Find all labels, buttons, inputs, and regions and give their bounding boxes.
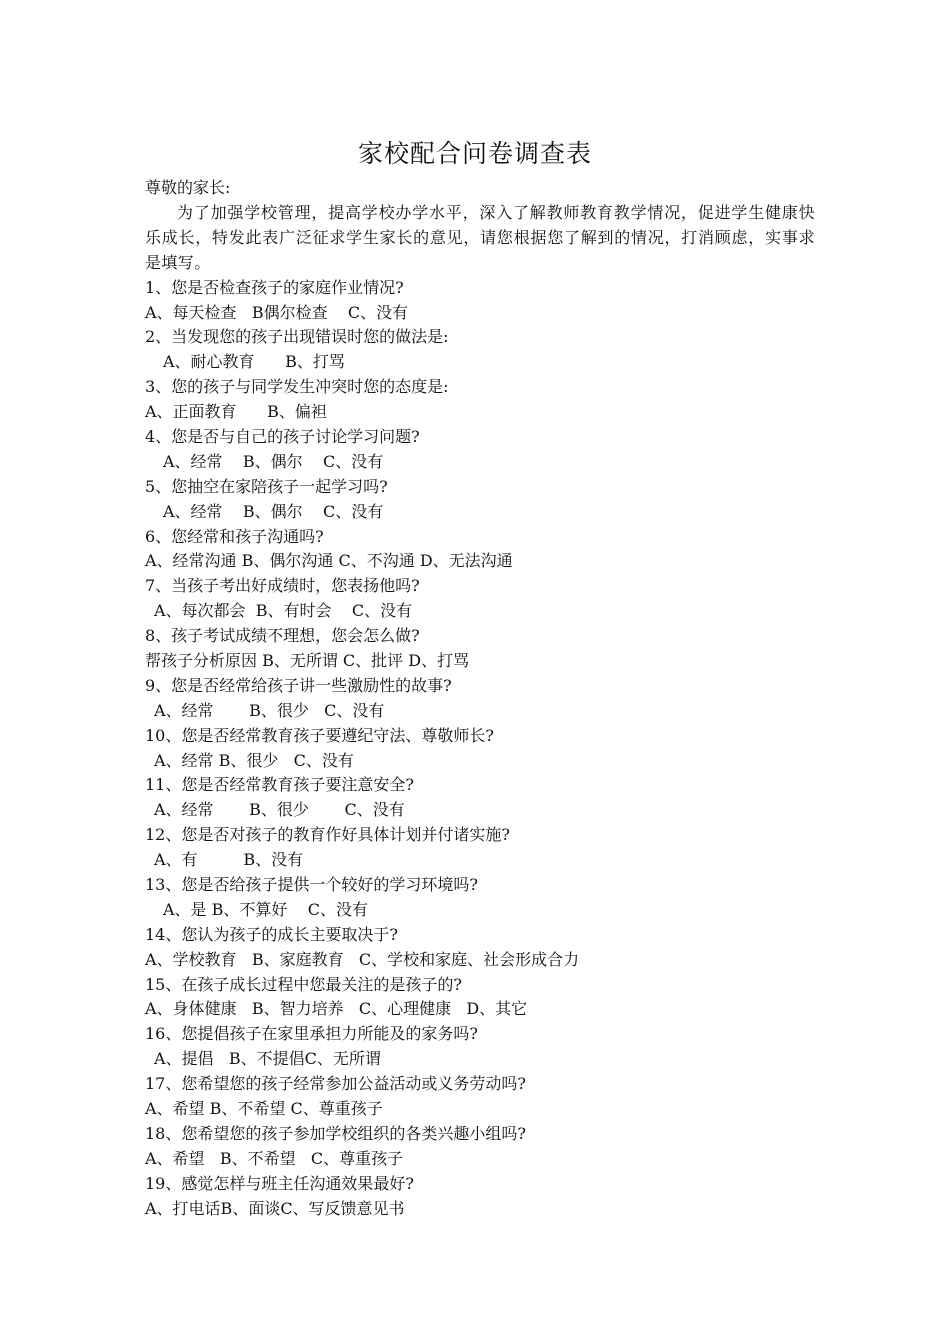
question-7: 7、当孩子考出好成绩时，您表扬他吗?: [145, 576, 420, 596]
question-3: 3、您的孩子与同学发生冲突时您的态度是:: [145, 377, 449, 397]
question-4: 4、您是否与自己的孩子讨论学习问题?: [145, 426, 420, 446]
options-5: A、经常 B、偶尔 C、没有: [163, 501, 384, 521]
question-12: 12、您是否对孩子的教育作好具体计划并付诸实施?: [145, 825, 510, 845]
options-10: A、经常 B、很少 C、没有: [154, 750, 354, 770]
question-15: 15、在孩子成长过程中您最关注的是孩子的?: [145, 974, 462, 994]
options-7: A、每次都会 B、有时会 C、没有: [154, 601, 413, 621]
question-11: 11、您是否经常教育孩子要注意安全?: [145, 775, 414, 795]
options-9: A、经常 B、很少 C、没有: [154, 700, 385, 720]
options-4: A、经常 B、偶尔 C、没有: [163, 451, 384, 471]
question-17: 17、您希望您的孩子经常参加公益活动或义务劳动吗?: [145, 1074, 526, 1094]
question-5: 5、您抽空在家陪孩子一起学习吗?: [145, 476, 388, 496]
options-3: A、正面教育 B、偏袒: [145, 402, 327, 422]
options-17: A、希望 B、不希望 C、尊重孩子: [145, 1099, 383, 1118]
question-2: 2、当发现您的孩子出现错误时您的做法是:: [145, 327, 449, 347]
question-19: 19、感觉怎样与班主任沟通效果最好?: [145, 1173, 414, 1193]
question-13: 13、您是否给孩子提供一个较好的学习环境吗?: [145, 874, 478, 894]
options-15: A、身体健康 B、智力培养 C、心理健康 D、其它: [145, 999, 528, 1019]
question-18: 18、您希望您的孩子参加学校组织的各类兴趣小组吗?: [145, 1123, 526, 1143]
options-11: A、经常 B、很少 C、没有: [154, 800, 405, 820]
options-16: A、提倡 B、不提倡C、无所谓: [154, 1049, 381, 1069]
question-9: 9、您是否经常给孩子讲一些激励性的故事?: [145, 675, 452, 695]
question-1: 1、您是否检查孩子的家庭作业情况?: [145, 277, 404, 297]
question-6: 6、您经常和孩子沟通吗?: [145, 526, 324, 546]
question-10: 10、您是否经常教育孩子要遵纪守法、尊敬师长?: [145, 725, 494, 745]
options-1: A、每天检查 B偶尔检查 C、没有: [145, 302, 409, 322]
document-title: 家校配合问卷调查表: [357, 139, 592, 168]
question-14: 14、您认为孩子的成长主要取决于?: [145, 924, 398, 944]
options-6: A、经常沟通 B、偶尔沟通 C、不沟通 D、无法沟通: [145, 551, 513, 571]
options-19: A、打电话B、面谈C、写反馈意见书: [145, 1198, 405, 1218]
options-8: 帮孩子分析原因 B、无所谓 C、批评 D、打骂: [145, 650, 470, 670]
options-12: A、有 B、没有: [154, 850, 304, 870]
document-body: [145, 176, 815, 1221]
intro-paragraph: 为了加强学校管理，提高学校办学水平，深入了解教师教育教学情况，促进学生健康快乐成长，特发此表广泛征求学生家长的意见，请您根据您了解到的情况，打消顾虑，实事求是填写。: [145, 202, 815, 272]
question-16: 16、您提倡孩子在家里承担力所能及的家务吗?: [145, 1024, 478, 1044]
options-13: A、是 B、不算好 C、没有: [163, 899, 368, 919]
salutation: 尊敬的家长:: [145, 178, 231, 197]
options-14: A、学校教育 B、家庭教育 C、学校和家庭、社会形成合力: [145, 949, 580, 969]
options-18: A、希望 B、不希望 C、尊重孩子: [145, 1148, 404, 1168]
options-2: A、耐心教育 B、打骂: [163, 352, 345, 372]
question-8: 8、孩子考试成绩不理想，您会怎么做?: [145, 626, 420, 646]
